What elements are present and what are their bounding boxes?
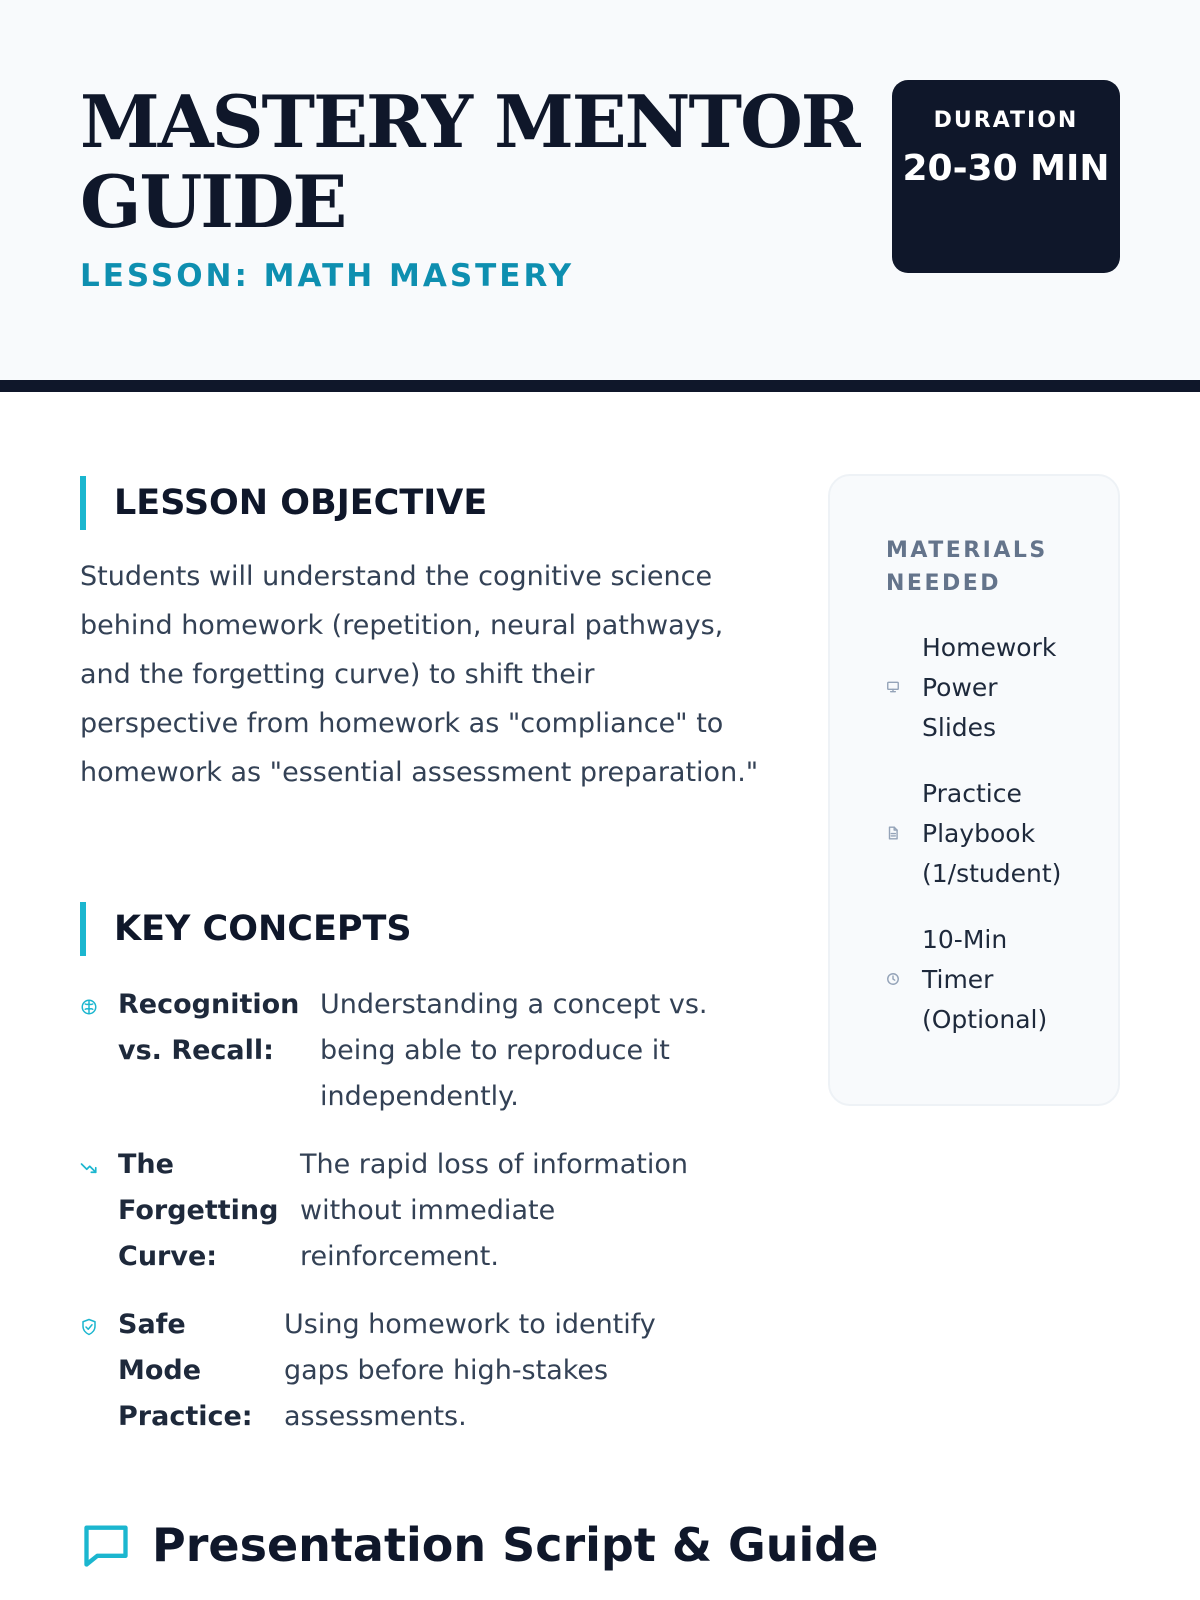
header-divider xyxy=(0,380,1200,392)
material-label: Homework Power Slides xyxy=(922,633,1057,742)
duration-badge xyxy=(892,80,1120,273)
key-concepts-heading: KEY CONCEPTS xyxy=(80,902,412,956)
material-item xyxy=(886,628,1072,748)
material-item xyxy=(886,920,1072,1040)
concept-item xyxy=(80,982,740,1120)
page-title: MASTERY MENTOR GUIDE xyxy=(80,79,859,244)
concept-item xyxy=(80,1302,714,1440)
concept-definition: The rapid loss of information without immediate reinforcement. xyxy=(300,1149,688,1272)
document-icon xyxy=(886,826,902,842)
material-label: Practice Playbook (1/student) xyxy=(922,779,1062,888)
trend-down-icon xyxy=(80,1158,102,1180)
concept-item xyxy=(80,1142,730,1280)
concept-definition: Understanding a concept vs. being able to reproduce it independently. xyxy=(320,989,708,1112)
concept-term: The Forgetting Curve: xyxy=(118,1149,279,1272)
materials-card xyxy=(828,474,1120,1106)
lesson-objective-text: Students will understand the cognitive science behind homework (repetition, neural pathways, and the forgetting curve) to shift their perspective from homework as "compliance" to homework as "essential assessment preparation." xyxy=(80,561,759,788)
lesson-subtitle: LESSON: MATH MASTERY xyxy=(80,258,575,294)
clock-icon xyxy=(886,972,902,988)
presentation-script-heading xyxy=(80,1518,878,1572)
concept-definition: Using homework to identify gaps before high-stakes assessments. xyxy=(284,1309,656,1432)
material-item xyxy=(886,774,1072,894)
duration-label: DURATION xyxy=(933,108,1079,133)
brain-icon xyxy=(80,998,102,1020)
presentation-icon xyxy=(886,680,902,696)
concept-term: Recognition vs. Recall: xyxy=(118,989,300,1066)
script-title: Presentation Script & Guide xyxy=(152,1518,879,1572)
material-label: 10-Min Timer (Optional) xyxy=(922,925,1048,1034)
concept-term: Safe Mode Practice: xyxy=(118,1309,253,1432)
lesson-objective-heading: LESSON OBJECTIVE xyxy=(80,476,487,530)
shield-check-icon xyxy=(80,1318,102,1340)
chat-bubble-icon xyxy=(80,1519,132,1571)
materials-heading: MATERIALS NEEDED xyxy=(886,538,1048,596)
duration-value: 20-30 MIN xyxy=(902,148,1110,189)
